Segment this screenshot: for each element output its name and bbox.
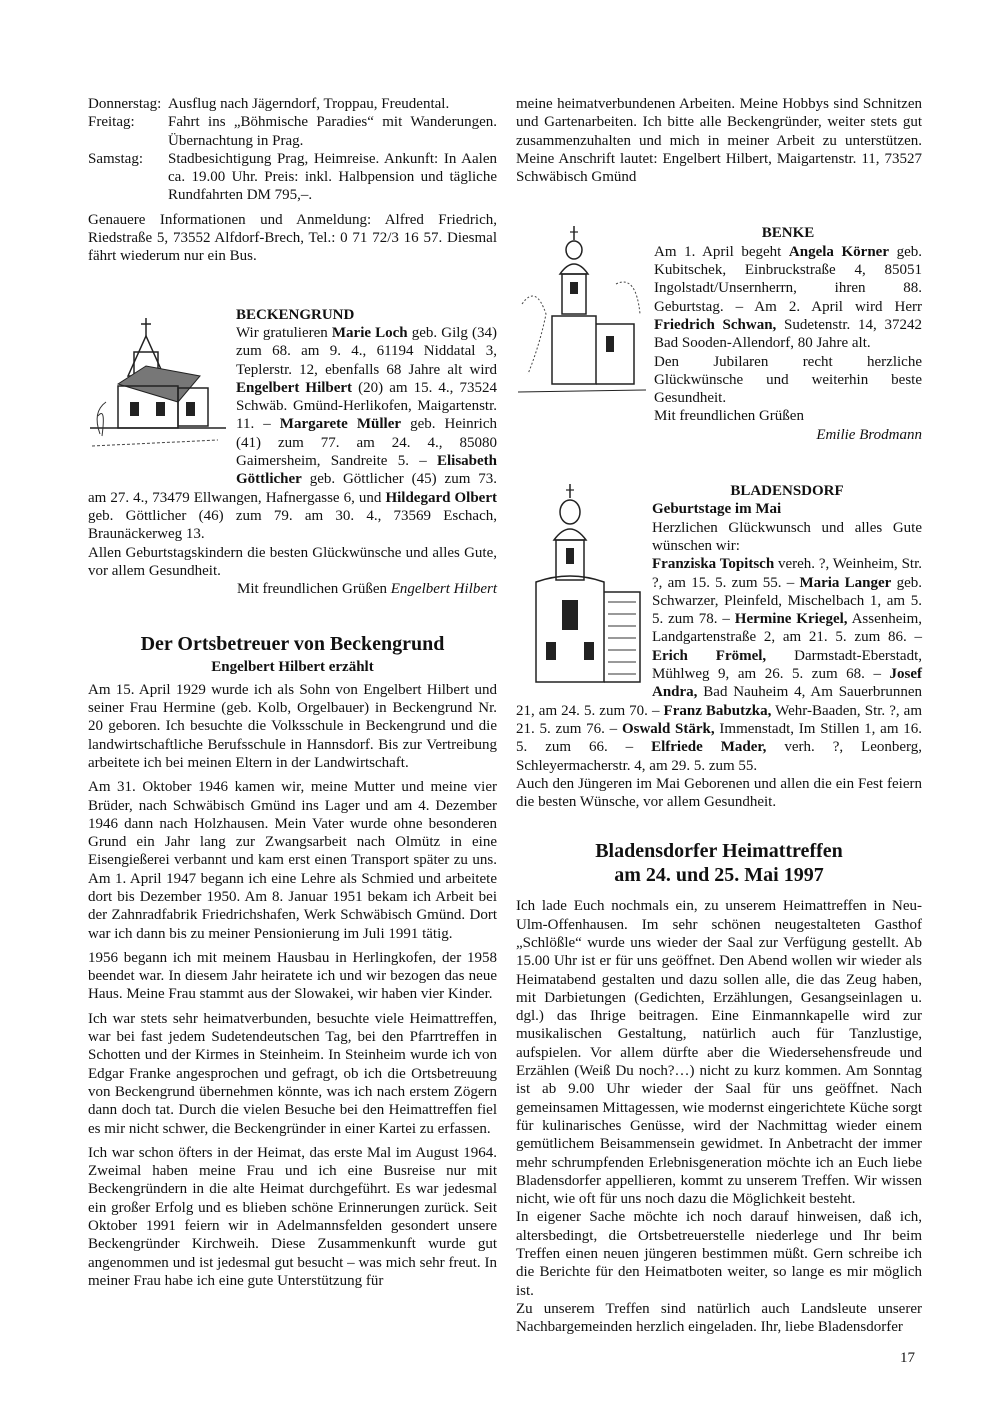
greeting: Mit freundlichen Grüßen [237, 581, 391, 598]
person-name: Engelbert Hilbert [236, 379, 353, 396]
schedule-day: Freitag: [88, 114, 135, 131]
article-paragraph: 1956 begann ich mit meinem Hausbau in Herlingkofen, der 1958 beendet war. In diesem Jahr heiratete ich und wir bezogen das neue Haus. Meine Frau stammt aus der Slowakei, wir haben vier Kinder. [88, 949, 497, 1003]
person-name: Josef Andra, [652, 666, 922, 701]
person-name: Maria Langer [799, 574, 892, 591]
text-span: Assenheim, Landgartenstraße 2, am 21. 5. zum 86. – [652, 611, 922, 646]
article-title-line2: am 24. und 25. Mai 1997 [614, 864, 824, 887]
person-name: Margarete Müller [279, 416, 402, 433]
text-span: geb. Göttlicher (45) zum 73. am 27. 4., 73479 Ellwangen, Hafnergasse 6, und [88, 471, 497, 506]
benke-wish: Den Jubilaren recht herzliche Glückwünsche und weiterhin beste Gesundheit. [654, 353, 922, 407]
article-paragraph: Am 31. Oktober 1946 kamen wir, meine Mutter und meine vier Brüder, nach Schwäbisch Gmünd ins Lager und am 4. Dezember 1946 dann nach Holzhausen. Mein Vater wurde ohne besonderen Grund ein Jahr lang zur Zwangsarbeit nach Olmütz in eine Eisengießerei verbannt und kam erst einen Transport später zu uns. Am 1. April 1947 begann ich eine Lehre als Schmied und arbeitete dort bis Dezember 1950. Am 8. Januar 1951 bekam ich Arbeit bei der Zahnradfabrik Friedrichshafen, Werk Schwäbisch Gmünd. Dort war ich dann bis zu meiner Pensionierung im Juli 1991 tätig. [88, 779, 497, 942]
person-name: Oswald Stärk, [621, 720, 715, 737]
bladensdorf-illustration [516, 482, 646, 688]
benke-greeting: Mit freundlichen Grüßen [654, 408, 804, 425]
beckengrund-illustration [88, 306, 228, 476]
bladensdorf-intro: Herzlichen Glückwunsch und alles Gute wünschen wir: [652, 519, 922, 554]
person-name: Franz Babutzka, [663, 702, 772, 719]
text-span: Immenstadt, Im Stillen 1, am 16. 5. zum 66. – [516, 720, 923, 756]
text-span: geb. Kubitschek, Einbruckstraße 4, 85051 Ingolstadt/Unsernherrn, ihren 88. Geburtstag. – Am 2. April wird Herr [654, 243, 922, 315]
benke-heading: BENKE [761, 225, 815, 242]
schedule-text: Stadbesichtigung Prag, Heimreise. Ankunft: In Aalen ca. 19.00 Uhr. Preis: inkl. Halbpension und tägliche Rundfahrten DM 795,–. [168, 150, 497, 204]
left-column [88, 95, 497, 1290]
article-paragraph: Zu unserem Treffen sind natürlich auch Landsleute unserer Nachbargemeinden herzlich eingeladen. Ihr, liebe Bladensdorfer [516, 1300, 922, 1336]
person-name: Hermine Kriegel, [734, 611, 848, 628]
person-name: Elisabeth Göttlicher [236, 453, 497, 488]
text-span: geb. Gilg (34) zum 68. am 9. 4., 61194 Niddatal 3, Teplerstr. 12, ebenfalls 68 Jahre alt wird [236, 324, 497, 378]
trip-info: Genauere Informationen und Anmeldung: Alfred Friedrich, Riedstraße 5, 73552 Alfdorf-Brech, Tel.: 0 71 72/3 16 57. Diesmal fährt wiederum nur ein Bus. [88, 211, 497, 265]
schedule-text: Ausflug nach Jägerndorf, Troppau, Freudental. [168, 96, 450, 112]
schedule-row [88, 113, 497, 150]
person-name: Franziska Topitsch [652, 556, 775, 573]
person-name: Angela Körner [788, 243, 889, 260]
person-name: Elfriede Mader, [651, 739, 767, 756]
right-column [516, 95, 922, 1337]
text-span: verh. ?, Leonberg, Schleyermacherstr. 4, am 29. 5. zum 55. [516, 739, 923, 774]
text-span: (20) am 15. 4., 73524 Schwäb. Gmünd-Herlikofen, Maigartenstr. 11. – [236, 379, 497, 433]
schedule-row [88, 150, 497, 205]
bladensdorf-heading: BLADENSDORF [730, 483, 844, 500]
schedule-row [88, 95, 497, 113]
page-number: 17 [900, 1350, 915, 1366]
bladensdorf-subheading: Geburtstage im Mai [652, 501, 782, 518]
article-paragraph: Ich war stets sehr heimatverbunden, besuchte viele Heimattreffen, war bei fast jedem Sudetendeutschen Tag, bei den Pfarrtreffen in Schotten und der Kirmes in Steinheim. In Steinheim wurde ich von Edgar Franke angesprochen und gefragt, ob ich die Ortsbetreuung von Beckengrund übernehmen könnte, was ich nach erstem Zögern dann doch tat. Durch die vielen Besuche bei den Heimattreffen fiel es mir nicht schwer, die Beckengründer in einer Kartei zu erfassen. [88, 1010, 497, 1137]
beckengrund-signature [88, 580, 497, 598]
bladensdorf-wish: Auch den Jüngeren im Mai Geborenen und allen die ein Fest feiern die besten Wünsche, vor allem Gesundheit. [516, 775, 922, 811]
church-tower-drawing-icon [516, 224, 648, 414]
text-span: Wir gratulieren [236, 324, 332, 341]
text-span: geb. Göttlicher (46) zum 79. am 30. 4., 73569 Eschach, Braunäckerweg 13. [88, 507, 497, 543]
benke-illustration [516, 224, 648, 414]
article-title: Bladensdorfer Heimattreffen [595, 840, 843, 863]
beckengrund-wish: Allen Geburtstagskindern die besten Glückwünsche und alles Gute, vor allem Gesundheit. [88, 544, 497, 579]
text-span: Wehr-Baaden, Str. ?, am 21. 5. zum 76. – [516, 702, 922, 737]
text-span: Am 1. April begeht [654, 243, 789, 260]
signature-name: Engelbert Hilbert [390, 581, 497, 598]
person-name: Marie Loch [331, 324, 408, 341]
schedule-day: Donnerstag: [88, 96, 162, 112]
schedule-day: Samstag: [88, 150, 143, 167]
article-title: Der Ortsbetreuer von Beckengrund [140, 633, 445, 656]
schedule-text: Fahrt ins „Böhmische Paradies“ mit Wanderungen. Übernachtung in Prag. [168, 114, 497, 149]
text-span: vereh. ?, Weinheim, Str. ?, am 15. 5. zum 55. – [652, 556, 922, 591]
chapel-drawing-icon [88, 306, 228, 476]
text-span: Sudetenstr. 14, 37242 Bad Sooden-Allendorf, 80 Jahre alt. [654, 316, 922, 352]
article-paragraph: Ich lade Euch nochmals ein, zu unserem Heimattreffen in Neu-Ulm-Offenhausen. Im sehr schönen neugestalteten Gasthof „Schlößle“ wurde uns wieder der Saal zur Verfügung gestellt. Ab 15.00 Uhr ist er für uns geöffnet. Den Abend wollen wir wieder als Heimatabend gestalten und dazu sollen alle, die das Zeug haben, mit Darbietungen (Gedichten, Erzählungen, Gesangseinlagen u. dgl.) das Ihrige beitragen. Eine Einmannkapelle wird zur musikalischen Gestaltung, natürlich auch für Tanzlustige, aufspielen. Vor allem dürfte aber die Wiedersehensfreude und Erzählen (Weiß Du noch?…) nicht zu kurz kommen. Am Sonntag ist ab 9.00 Uhr wieder der Saal für uns geöffnet. Nach gemeinsamen Mittagessen, wie modernst eingerichtete Küche sorgt für kulinarisches Genüsse, wird der Nachmittag wieder einem gemütlichem Beisammensein gewidmet. In Anbetracht der immer mehr schrumpfenden Erlebnisgeneration möchte ich an Euch liebe Bladensdorfer appellieren, kommt zu unserem Treffen. Wir wissen nicht, wie oft für uns noch dazu die Möglichkeit besteht. [516, 898, 922, 1208]
article-paragraph: Am 15. April 1929 wurde ich als Sohn von Engelbert Hilbert und seiner Frau Hermine (geb. Kolb, Orgelbauer) in Beckengrund Nr. 20 geboren. Ich besuchte die Volksschule in Beckengrund und die landwirtschaftliche Berufsschule in Hannsdorf. Bis zur Vertreibung arbeitete ich bei meinen Eltern in der Landwirtschaft. [88, 681, 497, 771]
person-name: Erich Frömel, [652, 647, 767, 664]
article-subtitle: Engelbert Hilbert erzählt [211, 659, 374, 676]
text-span: geb. Schwarzer, Pleinfeld, Mischelbach 1, am 5. 5. zum 78. – [652, 574, 922, 628]
article-paragraph: In eigener Sache möchte ich noch darauf hinweisen, daß ich, altersbedingt, die Ortsbetreuerstelle niederlege und Ihr beim Treffen einen neuen jüngeren bestimmen müßt. Gern schreibe ich die Berichte für den Heimatboten weiter, so lange es mir möglich ist. [516, 1209, 922, 1299]
text-span: geb. Heinrich (41) zum 77. am 24. 4., 85080 Gaimersheim, Sandreite 5. – [236, 416, 497, 470]
text-span: Bad Nauheim 4, Am Sauerbrunnen 21, am 24. 5. zum 70. – [516, 684, 922, 719]
person-name: Friedrich Schwan, [654, 316, 777, 333]
text-span: Darmstadt-Eberstadt, Mühlweg 9, am 26. 5. zum 68. – [652, 647, 922, 683]
article-continuation: meine heimatverbundenen Arbeiten. Meine Hobbys sind Schnitzen und Gartenarbeiten. Ich bitte alle Beckengründer, weiter stets gut zusammenzuhalten und mich in meiner Arbeit zu unterstützen. Meine Anschrift lautet: Engelbert Hilbert, Maigartenstr. 11, 73527 Schwäbisch Gmünd [516, 96, 922, 186]
baroque-church-drawing-icon [516, 482, 646, 688]
beckengrund-heading: BECKENGRUND [236, 306, 355, 323]
article-paragraph: Ich war schon öfters in der Heimat, das erste Mal im August 1964. Zweimal haben meine Frau und ich eine Busreise nur mit Beckengründern in die alte Heimat durchgeführt. Es war jedesmal ein großer Erfolg und es blieben schöne Erinnerungen zurück. Seit Oktober 1991 feiern wir in Adelmannsfelden gesondert unsere Beckengründer Kirchweih. Diese Zusammenkunft wurde gut angenommen und ist jedesmal gut besucht – was mich sehr freut. In meiner Frau habe ich eine gute Unterstützung für [88, 1144, 497, 1289]
benke-signature: Emilie Brodmann [816, 426, 922, 443]
person-name: Hildegard Olbert [385, 489, 497, 506]
